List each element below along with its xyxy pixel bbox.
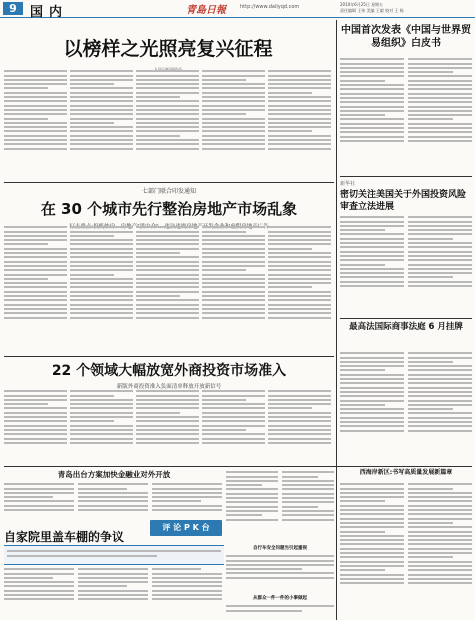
open-story — [4, 360, 334, 464]
sidebar-divider-2 — [340, 318, 472, 319]
middle-story-kicker: 七部门联合印发通知 — [141, 188, 196, 195]
middle-story-body-2 — [70, 224, 133, 349]
feature-body-2 — [78, 566, 148, 618]
paper-logo: 青島日報 — [186, 5, 226, 16]
lower-middle-body-2 — [282, 469, 334, 541]
open-story-title: 22 个领域大幅放宽外商投资市场准入 — [51, 363, 287, 379]
masthead — [0, 0, 475, 18]
small-head-1: 自行车安全问题当引起重视 — [253, 546, 307, 551]
top-story-body-5 — [268, 68, 331, 178]
top-story-body-4 — [202, 68, 265, 178]
sidebar-top-body-1 — [340, 56, 404, 174]
lower-middle-body-1 — [226, 469, 278, 541]
sidebar-small-body-2 — [408, 350, 472, 460]
middle-story-body-4 — [202, 224, 265, 349]
sidebar-mid-body-2 — [408, 214, 472, 314]
middle-story-title: 在 30 个城市先行整治房地产市场乱象 — [40, 200, 298, 218]
lower-right-title: 西海岸新区:书写高质量发展新篇章 — [359, 469, 453, 476]
open-story-subtitle: 新版外商投资准入负面清单释放开放新信号 — [116, 384, 222, 390]
lower-middle-body-3 — [226, 553, 334, 593]
lower-left-story — [4, 469, 224, 525]
middle-story-body-5 — [268, 224, 331, 349]
lower-left-body-3 — [152, 481, 222, 525]
open-story-body-4 — [202, 388, 265, 462]
open-story-body-5 — [268, 388, 331, 462]
open-story-body-1 — [4, 388, 67, 462]
sidebar-small-title: 最高法国际商事法庭 6 月挂牌 — [349, 322, 463, 332]
paper-url[interactable]: http://www.dailyqd.com — [240, 4, 300, 10]
top-story — [4, 22, 332, 180]
small-head-2: 从群众一件一件的小事做起 — [253, 596, 307, 601]
sidebar-top-story — [340, 24, 472, 174]
open-story-body-2 — [70, 388, 133, 462]
lower-right-body-2 — [408, 481, 472, 619]
sidebar-top-body-2 — [408, 56, 472, 174]
sidebar-mid-body-1 — [340, 214, 404, 314]
feature-body-3 — [152, 566, 222, 618]
editor-line: 责任编辑 王伟 美编 王毅 校对 王 杨 — [340, 8, 404, 13]
feature-story — [4, 528, 224, 618]
sidebar-mid-label: 新华社 — [340, 181, 356, 187]
sidebar-mid-story — [340, 180, 472, 316]
top-story-body-3 — [136, 68, 199, 178]
middle-story-body-3 — [136, 224, 199, 349]
lower-left-body-2 — [78, 481, 148, 525]
sidebar-mid-title: 密切关注美国关于外国投资风险审查立法进展 — [340, 190, 467, 212]
lower-middle-column — [226, 469, 336, 619]
top-story-body-1 — [4, 68, 67, 178]
pk-banner-label: 评 论 P K 台 — [162, 523, 210, 532]
section-divider-1 — [4, 182, 334, 183]
section-divider-3 — [4, 466, 472, 467]
top-story-title: 以榜样之光照亮复兴征程 — [63, 38, 273, 60]
open-story-body-3 — [136, 388, 199, 462]
lower-middle-body-4 — [226, 603, 334, 619]
sidebar-top-title: 中国首次发表《中国与世界贸易组织》白皮书 — [341, 25, 471, 49]
sidebar-small-story — [340, 322, 472, 462]
pk-banner — [150, 520, 222, 536]
sidebar-small-body-1 — [340, 350, 404, 460]
date-line: 2010年6月25日 星期五 — [340, 2, 384, 7]
middle-story-body-1 — [4, 224, 67, 349]
section-divider-2 — [4, 356, 334, 357]
feature-body-1 — [4, 566, 74, 618]
feature-lead-box — [4, 545, 224, 565]
page-number-badge: 9 — [3, 2, 23, 15]
lower-right-story — [340, 469, 472, 619]
feature-title: 自家院里盖车棚的争议 — [4, 530, 125, 544]
middle-story — [4, 186, 334, 356]
lower-right-body-1 — [340, 481, 404, 619]
sidebar-divider-1 — [340, 176, 472, 177]
section-title: 国内 — [30, 5, 69, 20]
lower-left-title: 青岛出台方案加快金融业对外开放 — [57, 470, 171, 479]
top-story-body-2 — [70, 68, 133, 178]
lower-left-body-1 — [4, 481, 74, 525]
column-divider — [336, 20, 337, 620]
